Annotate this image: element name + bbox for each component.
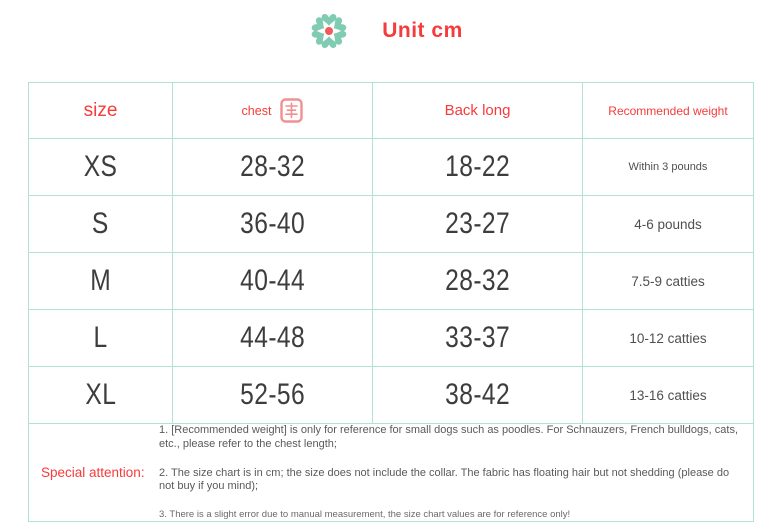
weight-cell: Within 3 pounds xyxy=(583,139,754,196)
page-title: Unit cm xyxy=(382,19,463,42)
column-header-chest-label: chest xyxy=(241,103,272,118)
column-header-recommended-weight: Recommended weight xyxy=(583,83,754,139)
note-item: 3. There is a slight error due to manual measurement, the size chart values are for reference only! xyxy=(159,509,571,520)
weight-cell: 7.5-9 catties xyxy=(583,253,754,310)
back-long-cell: 38-42 xyxy=(373,367,583,424)
header-row xyxy=(29,83,754,139)
table-row xyxy=(29,196,754,253)
column-header-size: size xyxy=(29,83,173,139)
size-cell: XS xyxy=(29,139,173,196)
column-header-back-long: Back long xyxy=(373,83,583,139)
chest-cell: 36-40 xyxy=(173,196,373,253)
weight-cell: 4-6 pounds xyxy=(583,196,754,253)
notes-list xyxy=(159,424,753,521)
special-attention-label: Special attention: xyxy=(41,464,145,480)
chest-cell: 28-32 xyxy=(173,139,373,196)
table-row xyxy=(29,367,754,424)
chest-cell: 44-48 xyxy=(173,310,373,367)
chest-cell: 40-44 xyxy=(173,253,373,310)
table-row xyxy=(29,139,754,196)
note-item: 2. The size chart is in cm; the size does not include the collar. The fabric has floating hair but not shedding (please do not buy if you mind); xyxy=(159,466,730,493)
back-long-cell: 23-27 xyxy=(373,196,583,253)
back-long-cell: 28-32 xyxy=(373,253,583,310)
size-cell: S xyxy=(29,196,173,253)
table-row xyxy=(29,310,754,367)
size-cell: XL xyxy=(29,367,173,424)
special-attention-row xyxy=(29,424,754,522)
flower-icon xyxy=(310,12,348,50)
back-long-cell: 18-22 xyxy=(373,139,583,196)
title-row xyxy=(0,0,773,52)
weight-cell: 10-12 catties xyxy=(583,310,754,367)
table-row xyxy=(29,253,754,310)
size-cell: L xyxy=(29,310,173,367)
note-item: 1. [Recommended weight] is only for reference for small dogs such as poodles. For Schnauzers, French bulldogs, cats, etc., please refer to the chest length; xyxy=(159,424,739,450)
size-chart-table xyxy=(28,82,754,522)
back-long-cell: 33-37 xyxy=(373,310,583,367)
weight-cell: 13-16 catties xyxy=(583,367,754,424)
notes-cell xyxy=(29,424,754,522)
stamp-wei-circumference-icon xyxy=(280,98,303,123)
size-cell: M xyxy=(29,253,173,310)
column-header-chest xyxy=(173,83,373,139)
chest-cell: 52-56 xyxy=(173,367,373,424)
